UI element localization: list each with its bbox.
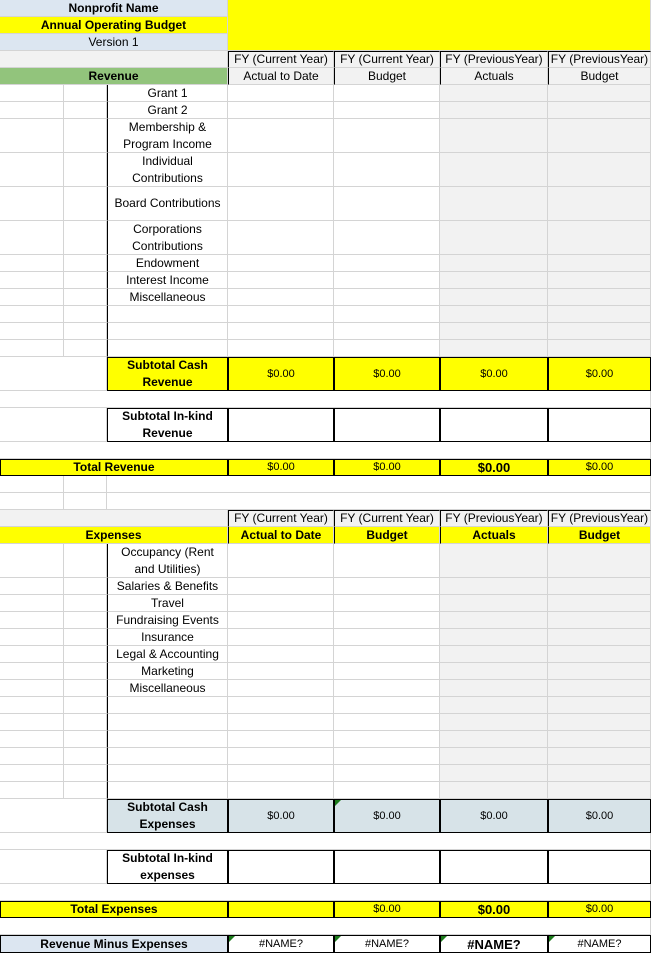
row-index-cell[interactable] [0,221,64,255]
revenue-item-col-1[interactable] [228,187,334,221]
subtotal-cash-revenue-col-4[interactable]: $0.00 [548,357,651,391]
expense-item-col-3[interactable] [440,578,548,595]
subtotal-cash-expenses-col-1[interactable]: $0.00 [228,799,334,833]
blank-row[interactable] [0,884,651,901]
expense-item-col-4[interactable] [548,731,651,748]
revenue-item-col-3[interactable] [440,255,548,272]
revenue-item-col-2[interactable] [334,221,440,255]
revenue-item-col-1[interactable] [228,221,334,255]
row-spacer-cell[interactable] [64,340,107,357]
subtotal-inkind-expenses-col-3[interactable] [440,850,548,884]
revenue-item-col-3[interactable] [440,272,548,289]
exp-col-header-fy-previous-1[interactable]: FY (PreviousYear) [440,510,548,527]
row-spacer-cell[interactable] [64,595,107,612]
row-spacer-cell[interactable] [64,187,107,221]
expense-item-col-3[interactable] [440,663,548,680]
revenue-item-col-4[interactable] [548,119,651,153]
version-label[interactable]: Version 1 [0,34,228,51]
revenue-item-col-4[interactable] [548,187,651,221]
row-index-cell[interactable] [0,663,64,680]
expense-item-col-4[interactable] [548,595,651,612]
expense-item-col-4[interactable] [548,612,651,629]
revenue-item-col-2[interactable] [334,340,440,357]
expense-item-label[interactable] [107,697,228,714]
row-spacer-cell[interactable] [0,799,107,833]
expense-item-col-1[interactable] [228,731,334,748]
revenue-minus-expenses-col-1[interactable]: #NAME? [228,935,334,953]
subtotal-inkind-revenue-label[interactable]: Subtotal In-kind Revenue [107,408,228,442]
revenue-item-col-2[interactable] [334,272,440,289]
subtotal-inkind-revenue-col-3[interactable] [440,408,548,442]
total-revenue-col-3[interactable]: $0.00 [440,459,548,476]
expense-item-col-3[interactable] [440,782,548,799]
col-header-fy-current-2[interactable]: FY (Current Year) [334,51,440,68]
expense-item-label[interactable]: Miscellaneous [107,680,228,697]
revenue-item-label[interactable] [107,306,228,323]
total-expenses-col-3[interactable]: $0.00 [440,901,548,918]
row-index-cell[interactable] [0,544,64,578]
subtotal-inkind-revenue-col-2[interactable] [334,408,440,442]
expense-item-col-1[interactable] [228,595,334,612]
row-index-cell[interactable] [0,680,64,697]
row-index-cell[interactable] [0,782,64,799]
blank-header-cell[interactable] [0,510,228,527]
exp-col-header-fy-previous-2[interactable]: FY (PreviousYear) [548,510,651,527]
expense-item-col-4[interactable] [548,782,651,799]
row-index-cell[interactable] [0,323,64,340]
expense-item-col-4[interactable] [548,714,651,731]
row-spacer-cell[interactable] [64,782,107,799]
revenue-item-col-2[interactable] [334,306,440,323]
expense-item-col-3[interactable] [440,680,548,697]
expense-item-col-1[interactable] [228,765,334,782]
subtotal-inkind-expenses-col-4[interactable] [548,850,651,884]
expense-item-col-2[interactable] [334,782,440,799]
row-index-cell[interactable] [0,595,64,612]
expense-item-col-4[interactable] [548,646,651,663]
subtotal-cash-expenses-col-4[interactable]: $0.00 [548,799,651,833]
revenue-item-label[interactable]: Membership & Program Income [107,119,228,153]
blank-cell[interactable] [0,493,64,510]
revenue-item-col-3[interactable] [440,187,548,221]
col-header-budget-previous[interactable]: Budget [548,68,651,85]
header-yellow-block[interactable] [228,0,651,51]
total-expenses-col-2[interactable]: $0.00 [334,901,440,918]
expense-item-col-3[interactable] [440,748,548,765]
expense-item-col-4[interactable] [548,629,651,646]
col-header-fy-previous-2[interactable]: FY (PreviousYear) [548,51,651,68]
row-spacer-cell[interactable] [64,646,107,663]
expense-item-col-4[interactable] [548,578,651,595]
expense-item-col-3[interactable] [440,595,548,612]
revenue-item-col-4[interactable] [548,289,651,306]
blank-row[interactable] [0,918,651,935]
subtotal-cash-expenses-col-3[interactable]: $0.00 [440,799,548,833]
subtotal-inkind-expenses-col-2[interactable] [334,850,440,884]
subtotal-cash-expenses-label[interactable]: Subtotal Cash Expenses [107,799,228,833]
revenue-item-col-4[interactable] [548,272,651,289]
row-index-cell[interactable] [0,578,64,595]
row-index-cell[interactable] [0,340,64,357]
row-spacer-cell[interactable] [64,85,107,102]
expense-item-col-1[interactable] [228,646,334,663]
expense-item-col-3[interactable] [440,646,548,663]
budget-title[interactable]: Annual Operating Budget [0,17,228,34]
exp-col-header-fy-current-2[interactable]: FY (Current Year) [334,510,440,527]
revenue-item-label[interactable]: Grant 1 [107,85,228,102]
expense-item-col-3[interactable] [440,544,548,578]
expense-item-col-2[interactable] [334,663,440,680]
expense-item-label[interactable]: Occupancy (Rent and Utilities) [107,544,228,578]
row-index-cell[interactable] [0,748,64,765]
revenue-item-col-3[interactable] [440,85,548,102]
expense-item-col-3[interactable] [440,612,548,629]
revenue-item-col-2[interactable] [334,323,440,340]
row-spacer-cell[interactable] [64,663,107,680]
revenue-item-col-1[interactable] [228,85,334,102]
row-spacer-cell[interactable] [0,408,107,442]
expense-item-label[interactable]: Salaries & Benefits [107,578,228,595]
org-name[interactable]: Nonprofit Name [0,0,228,17]
revenue-item-col-1[interactable] [228,102,334,119]
expense-item-col-1[interactable] [228,748,334,765]
exp-col-header-actuals[interactable]: Actuals [440,527,548,544]
row-spacer-cell[interactable] [64,714,107,731]
row-index-cell[interactable] [0,85,64,102]
revenue-item-label[interactable] [107,323,228,340]
revenue-item-col-1[interactable] [228,255,334,272]
total-expenses-label[interactable]: Total Expenses [0,901,228,918]
revenue-item-label[interactable]: Individual Contributions [107,153,228,187]
expense-item-col-2[interactable] [334,629,440,646]
row-spacer-cell[interactable] [64,255,107,272]
revenue-item-label[interactable]: Corporations Contributions [107,221,228,255]
blank-cell[interactable] [0,476,64,493]
row-index-cell[interactable] [0,714,64,731]
row-spacer-cell[interactable] [0,357,107,391]
revenue-item-col-3[interactable] [440,102,548,119]
revenue-minus-expenses-col-4[interactable]: #NAME? [548,935,651,953]
expense-item-col-1[interactable] [228,629,334,646]
expense-item-col-4[interactable] [548,663,651,680]
total-revenue-col-1[interactable]: $0.00 [228,459,334,476]
expense-item-col-3[interactable] [440,714,548,731]
revenue-item-label[interactable]: Board Contributions [107,187,228,221]
revenue-item-col-2[interactable] [334,289,440,306]
revenue-item-col-2[interactable] [334,102,440,119]
row-spacer-cell[interactable] [64,629,107,646]
revenue-item-col-3[interactable] [440,119,548,153]
subtotal-inkind-revenue-col-4[interactable] [548,408,651,442]
revenue-item-label[interactable]: Miscellaneous [107,289,228,306]
subtotal-cash-revenue-col-1[interactable]: $0.00 [228,357,334,391]
revenue-item-col-4[interactable] [548,323,651,340]
expense-item-col-3[interactable] [440,731,548,748]
revenue-item-col-2[interactable] [334,187,440,221]
row-index-cell[interactable] [0,102,64,119]
expense-item-label[interactable]: Legal & Accounting [107,646,228,663]
row-spacer-cell[interactable] [64,748,107,765]
row-index-cell[interactable] [0,289,64,306]
row-index-cell[interactable] [0,187,64,221]
expense-item-col-1[interactable] [228,578,334,595]
expense-item-col-4[interactable] [548,544,651,578]
blank-cell[interactable] [107,493,651,510]
row-spacer-cell[interactable] [0,850,107,884]
exp-col-header-actual-to-date[interactable]: Actual to Date [228,527,334,544]
revenue-minus-expenses-col-2[interactable]: #NAME? [334,935,440,953]
row-index-cell[interactable] [0,255,64,272]
revenue-item-col-2[interactable] [334,119,440,153]
subtotal-inkind-expenses-col-1[interactable] [228,850,334,884]
revenue-item-col-1[interactable] [228,289,334,306]
col-header-budget[interactable]: Budget [334,68,440,85]
revenue-item-col-1[interactable] [228,340,334,357]
expense-item-col-4[interactable] [548,680,651,697]
expense-item-col-3[interactable] [440,765,548,782]
revenue-item-col-2[interactable] [334,255,440,272]
revenue-item-col-4[interactable] [548,153,651,187]
expense-item-col-2[interactable] [334,612,440,629]
row-index-cell[interactable] [0,646,64,663]
subtotal-cash-revenue-col-3[interactable]: $0.00 [440,357,548,391]
row-spacer-cell[interactable] [64,680,107,697]
col-header-fy-current-1[interactable]: FY (Current Year) [228,51,334,68]
row-spacer-cell[interactable] [64,544,107,578]
row-index-cell[interactable] [0,272,64,289]
expense-item-col-1[interactable] [228,612,334,629]
revenue-item-col-1[interactable] [228,306,334,323]
expense-item-label[interactable] [107,748,228,765]
expense-item-col-1[interactable] [228,663,334,680]
expense-item-col-1[interactable] [228,714,334,731]
revenue-item-col-3[interactable] [440,340,548,357]
expense-item-label[interactable] [107,731,228,748]
row-spacer-cell[interactable] [64,221,107,255]
revenue-item-col-1[interactable] [228,272,334,289]
exp-col-header-budget-previous[interactable]: Budget [548,527,651,544]
col-header-fy-previous-1[interactable]: FY (PreviousYear) [440,51,548,68]
expense-item-label[interactable] [107,765,228,782]
expense-item-col-2[interactable] [334,646,440,663]
expense-item-col-1[interactable] [228,697,334,714]
revenue-item-col-3[interactable] [440,153,548,187]
expenses-section-label[interactable]: Expenses [0,527,228,544]
revenue-minus-expenses-col-3[interactable]: #NAME? [440,935,548,953]
row-index-cell[interactable] [0,306,64,323]
total-revenue-col-4[interactable]: $0.00 [548,459,651,476]
row-spacer-cell[interactable] [64,765,107,782]
subtotal-cash-revenue-col-2[interactable]: $0.00 [334,357,440,391]
expense-item-col-2[interactable] [334,544,440,578]
revenue-item-label[interactable]: Grant 2 [107,102,228,119]
col-header-actuals[interactable]: Actuals [440,68,548,85]
subtotal-inkind-expenses-label[interactable]: Subtotal In-kind expenses [107,850,228,884]
revenue-item-col-4[interactable] [548,85,651,102]
row-index-cell[interactable] [0,731,64,748]
expense-item-label[interactable] [107,782,228,799]
revenue-minus-expenses-label[interactable]: Revenue Minus Expenses [0,935,228,953]
col-header-actual-to-date[interactable]: Actual to Date [228,68,334,85]
row-spacer-cell[interactable] [64,272,107,289]
row-index-cell[interactable] [0,612,64,629]
total-revenue-col-2[interactable]: $0.00 [334,459,440,476]
total-expenses-col-1[interactable] [228,901,334,918]
revenue-section-label[interactable]: Revenue [0,68,228,85]
revenue-item-col-3[interactable] [440,289,548,306]
subtotal-cash-expenses-col-2[interactable]: $0.00 [334,799,440,833]
revenue-item-col-4[interactable] [548,221,651,255]
expense-item-label[interactable]: Marketing [107,663,228,680]
revenue-item-col-1[interactable] [228,323,334,340]
subtotal-cash-revenue-label[interactable]: Subtotal Cash Revenue [107,357,228,391]
row-index-cell[interactable] [0,119,64,153]
revenue-item-col-1[interactable] [228,153,334,187]
expense-item-label[interactable] [107,714,228,731]
expense-item-col-3[interactable] [440,697,548,714]
blank-cell[interactable] [64,493,107,510]
row-spacer-cell[interactable] [64,697,107,714]
subtotal-inkind-revenue-col-1[interactable] [228,408,334,442]
blank-cell[interactable] [64,476,107,493]
row-spacer-cell[interactable] [64,323,107,340]
revenue-item-col-3[interactable] [440,306,548,323]
row-spacer-cell[interactable] [64,731,107,748]
row-spacer-cell[interactable] [64,289,107,306]
expense-item-label[interactable]: Insurance [107,629,228,646]
expense-item-col-4[interactable] [548,748,651,765]
expense-item-col-2[interactable] [334,748,440,765]
row-index-cell[interactable] [0,153,64,187]
expense-item-col-4[interactable] [548,765,651,782]
blank-row[interactable] [0,833,651,850]
row-index-cell[interactable] [0,765,64,782]
expense-item-col-1[interactable] [228,680,334,697]
row-index-cell[interactable] [0,629,64,646]
revenue-item-col-4[interactable] [548,255,651,272]
expense-item-col-2[interactable] [334,680,440,697]
expense-item-col-2[interactable] [334,714,440,731]
expense-item-col-4[interactable] [548,697,651,714]
exp-col-header-fy-current-1[interactable]: FY (Current Year) [228,510,334,527]
blank-row[interactable] [0,442,651,459]
expense-item-col-2[interactable] [334,765,440,782]
expense-item-col-2[interactable] [334,578,440,595]
row-spacer-cell[interactable] [64,153,107,187]
revenue-item-col-3[interactable] [440,323,548,340]
blank-header-cell[interactable] [0,51,228,68]
row-index-cell[interactable] [0,697,64,714]
expense-item-col-3[interactable] [440,629,548,646]
blank-row[interactable] [0,391,651,408]
revenue-item-col-3[interactable] [440,221,548,255]
revenue-item-col-2[interactable] [334,153,440,187]
expense-item-col-1[interactable] [228,782,334,799]
row-spacer-cell[interactable] [64,306,107,323]
revenue-item-label[interactable]: Interest Income [107,272,228,289]
exp-col-header-budget[interactable]: Budget [334,527,440,544]
expense-item-label[interactable]: Fundraising Events [107,612,228,629]
total-expenses-col-4[interactable]: $0.00 [548,901,651,918]
expense-item-col-2[interactable] [334,731,440,748]
blank-cell[interactable] [107,476,651,493]
expense-item-col-2[interactable] [334,595,440,612]
row-spacer-cell[interactable] [64,612,107,629]
expense-item-label[interactable]: Travel [107,595,228,612]
revenue-item-col-1[interactable] [228,119,334,153]
revenue-item-label[interactable]: Endowment [107,255,228,272]
revenue-item-col-4[interactable] [548,306,651,323]
row-spacer-cell[interactable] [64,102,107,119]
revenue-item-col-4[interactable] [548,102,651,119]
revenue-item-col-4[interactable] [548,340,651,357]
revenue-item-label[interactable] [107,340,228,357]
total-revenue-label[interactable]: Total Revenue [0,459,228,476]
revenue-item-col-2[interactable] [334,85,440,102]
expense-item-col-2[interactable] [334,697,440,714]
row-spacer-cell[interactable] [64,578,107,595]
row-spacer-cell[interactable] [64,119,107,153]
expense-item-col-1[interactable] [228,544,334,578]
